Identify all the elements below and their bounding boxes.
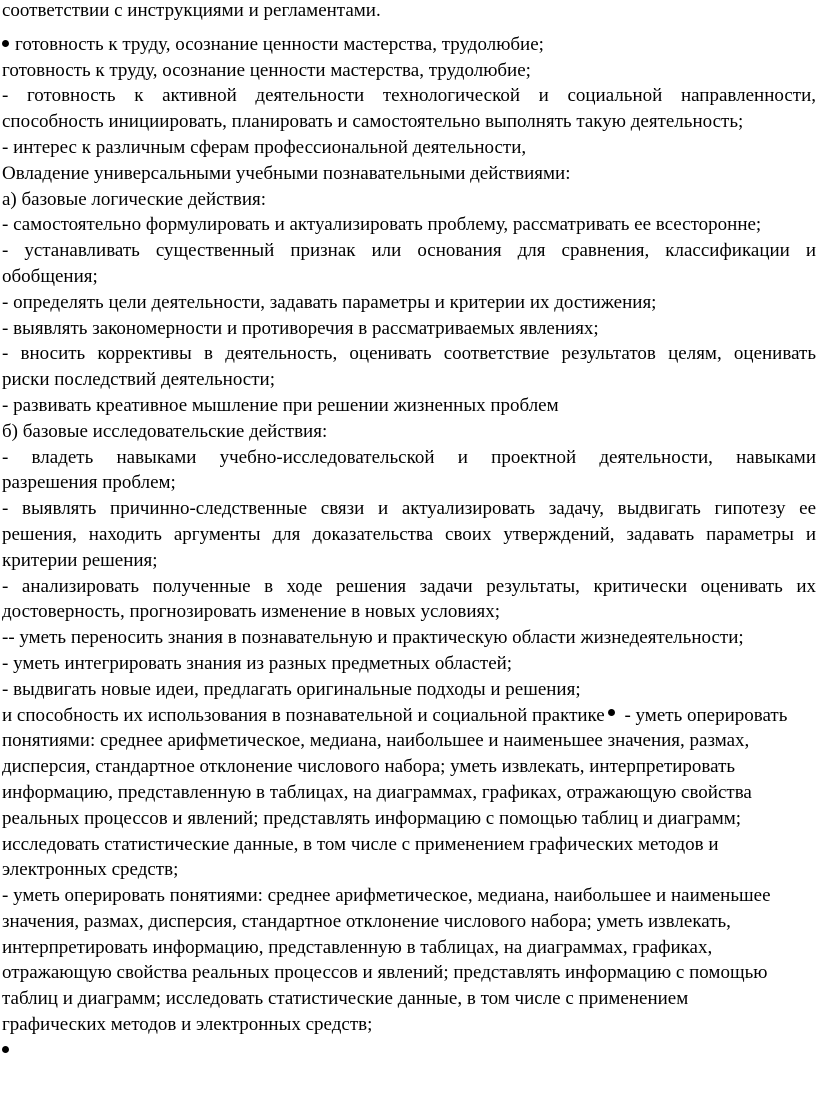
text-line-with-bullet <box>2 703 816 729</box>
text-line: достоверность, прогнозировать изменение в новых условиях; <box>2 601 501 623</box>
text-line: - выявлять закономерности и противоречия в рассматриваемых явлениях; <box>2 317 599 339</box>
text-line: обобщения; <box>2 265 98 287</box>
bullet-icon <box>608 709 615 716</box>
text-line: - определять цели деятельности, задавать параметры и критерии их достижения; <box>2 291 657 313</box>
text-line: графических методов и электронных средств; <box>2 1014 373 1036</box>
text-line: - интерес к различным сферам профессиональной деятельности, <box>2 136 527 158</box>
text-line: - уметь интегрировать знания из разных предметных областей; <box>2 652 513 674</box>
text-line: информацию, представленную в таблицах, на диаграммах, графиках, отражающую свойства <box>2 781 752 803</box>
text-line: исследовать статистические данные, в том числе с применением графических методов и <box>2 833 719 855</box>
bullet-list-item <box>2 1038 816 1064</box>
subsection-heading: б) базовые исследовательские действия: <box>2 420 328 442</box>
section-heading: Овладение универсальными учебными познавательными действиями: <box>2 162 571 184</box>
text-line-justified: - готовность к активной деятельности технологической и социальной направленности, <box>2 85 816 107</box>
list-item-text: готовность к труду, осознание ценности мастерства, трудолюбие; <box>15 33 544 55</box>
text-line: критерии решения; <box>2 549 158 571</box>
text-line: понятиями: среднее арифметическое, медиана, наибольшее и наименьшее значения, размах, <box>2 730 750 752</box>
text-line: реальных процессов и явлений; представлять информацию с помощью таблиц и диаграмм; <box>2 807 742 829</box>
text-line: электронных средств; <box>2 859 179 881</box>
text-line-justified: - выявлять причинно-следственные связи и актуализировать задачу, выдвигать гипотезу ее <box>2 498 816 520</box>
text-line: таблиц и диаграмм; исследовать статистические данные, в том числе с применением <box>2 988 689 1010</box>
text-line: - развивать креативное мышление при решении жизненных проблем <box>2 394 559 416</box>
text-line: значения, размах, дисперсия, стандартное отклонение числового набора; уметь извлекать, <box>2 910 731 932</box>
text-line: интерпретировать информацию, представленную в таблицах, на диаграммах, графиках, <box>2 936 713 958</box>
bullet-list-item <box>2 32 816 58</box>
text-segment: - уметь оперировать <box>619 704 788 726</box>
text-line: способность инициировать, планировать и самостоятельно выполнять такую деятельность; <box>2 111 744 133</box>
text-line-justified: - владеть навыками учебно-исследовательской и проектной деятельности, навыками <box>2 446 816 468</box>
text-line: - выдвигать новые идеи, предлагать оригинальные подходы и решения; <box>2 678 581 700</box>
text-line: - уметь оперировать понятиями: среднее арифметическое, медиана, наибольшее и наименьшее <box>2 885 771 907</box>
bullet-icon <box>2 1046 9 1053</box>
text-line-justified: решения, находить аргументы для доказательства своих утверждений, задавать параметры и <box>2 523 816 545</box>
text-line: дисперсия, стандартное отклонение числового набора; уметь извлекать, интерпретировать <box>2 756 736 778</box>
text-line: готовность к труду, осознание ценности мастерства, трудолюбие; <box>2 59 531 81</box>
text-segment: и способность их использования в познавательной и социальной практике <box>2 704 605 726</box>
text-line: разрешения проблем; <box>2 472 176 494</box>
text-line: соответствии с инструкциями и регламентами. <box>2 0 381 21</box>
text-line: риски последствий деятельности; <box>2 369 275 391</box>
text-line: отражающую свойства реальных процессов и явлений; представлять информацию с помощью <box>2 962 768 984</box>
text-line-justified: - анализировать полученные в ходе решения задачи результаты, критически оценивать их <box>2 575 816 597</box>
subsection-heading: а) базовые логические действия: <box>2 188 267 210</box>
bullet-icon <box>2 40 9 47</box>
text-line: -- уметь переносить знания в познавательную и практическую области жизнедеятельности; <box>2 627 744 649</box>
text-line-justified: - устанавливать существенный признак или основания для сравнения, классификации и <box>2 240 816 262</box>
text-line-justified: - вносить коррективы в деятельность, оценивать соответствие результатов целям, оценивать <box>2 343 816 365</box>
text-line: - самостоятельно формулировать и актуализировать проблему, рассматривать ее всесторонне; <box>2 214 762 236</box>
